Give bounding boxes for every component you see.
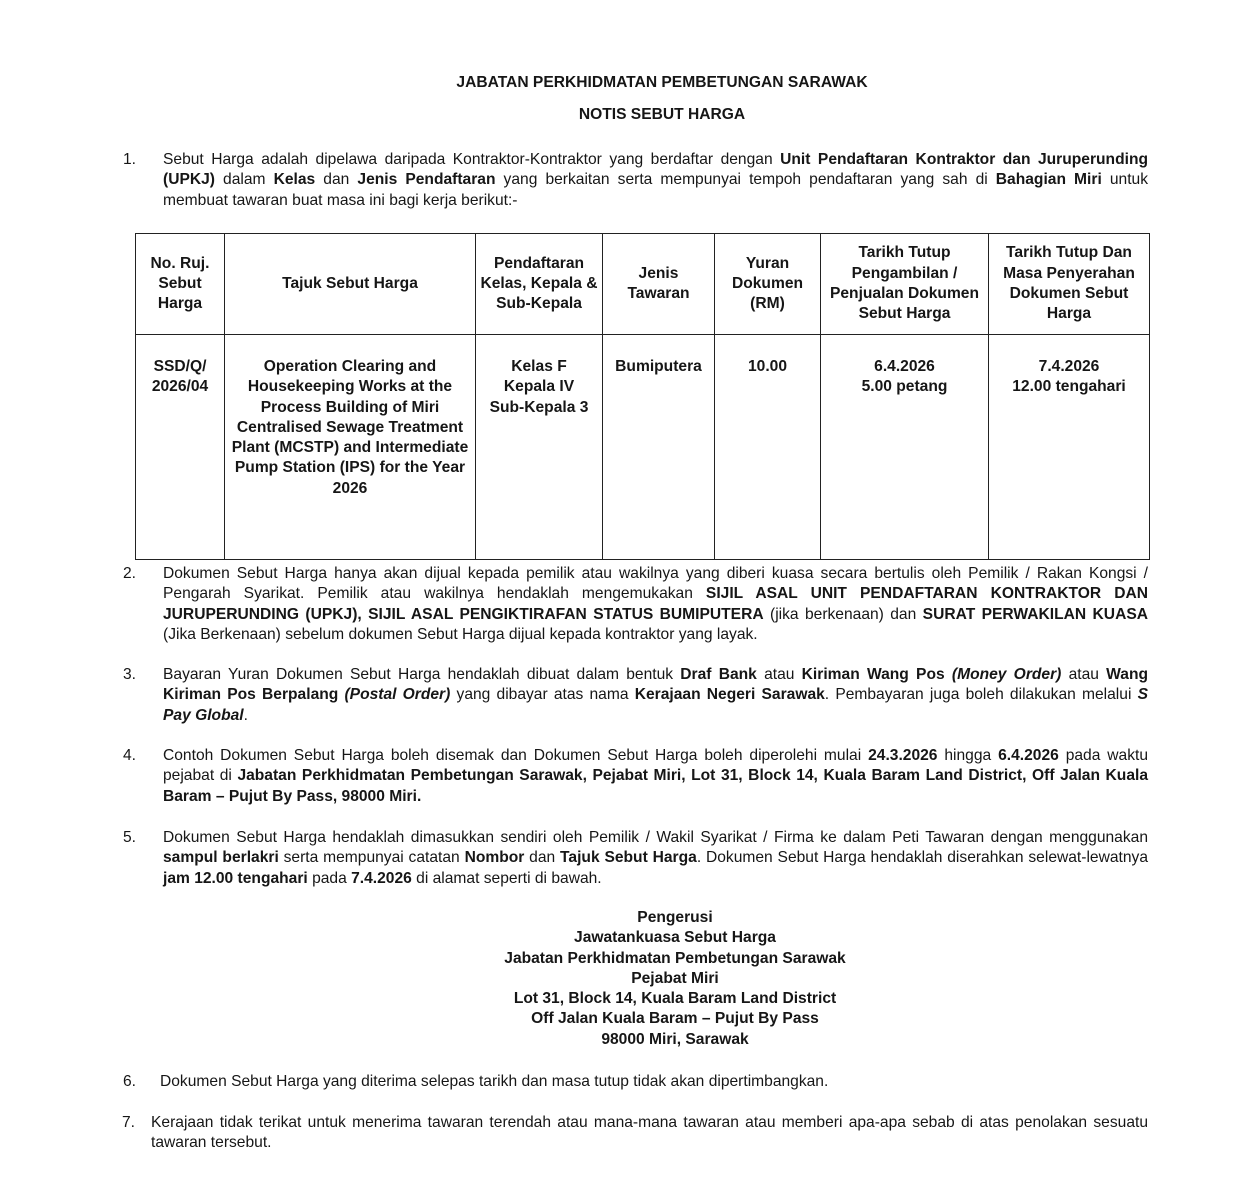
item-text <box>160 1072 1148 1092</box>
submission-close-time: 12.00 tengahari <box>1012 378 1126 396</box>
quotation-table <box>135 233 1150 560</box>
submission-close-date: 7.4.2026 <box>1038 358 1100 375</box>
item-3 <box>123 665 1148 726</box>
text-segment: di alamat seperti di bawah. <box>411 869 602 887</box>
address-line: Pengerusi <box>637 909 713 926</box>
item-number: 4. <box>123 747 137 764</box>
text-segment: pada <box>307 869 352 887</box>
bold-text: 24.3.2026 <box>868 747 938 764</box>
bold-text: Unit Pendaftaran Kontraktor dan Juruperunding (UPKJ) <box>163 151 1148 189</box>
text-segment: pada waktu pejabat di <box>163 747 1149 785</box>
text-segment: . Dokumen Sebut Harga hendaklah diserahkan selewat-lewatnya <box>696 849 1148 867</box>
header-submission-close: Tarikh Tutup Dan Masa Penyerahan Dokumen Sebut Harga <box>989 234 1150 335</box>
header-sale-close: Tarikh Tutup Pengambilan / Penjualan Dokumen Sebut Harga <box>821 234 989 335</box>
notice-title: NOTIS SEBUT HARGA <box>578 106 746 123</box>
header-title: Tajuk Sebut Harga <box>225 234 476 335</box>
table-row <box>136 335 1150 560</box>
cell-submission-close <box>989 335 1150 560</box>
registration-class: Kelas F <box>511 358 567 375</box>
address-block <box>0 908 1241 1050</box>
item-text <box>163 828 1148 889</box>
item-5 <box>123 828 1148 889</box>
bold-text: S Pay Global <box>163 686 1149 724</box>
bold-text: 7.4.2026 <box>351 869 412 887</box>
item-text <box>163 564 1148 645</box>
cell-fee: 10.00 <box>715 335 821 560</box>
table-header-row <box>136 234 1150 335</box>
item-number: 1. <box>123 151 137 168</box>
bold-text: (Postal Order) <box>338 686 451 704</box>
bold-text: jam 12.00 tengahari <box>163 869 308 887</box>
item-text <box>151 1113 1148 1154</box>
cell-title: Operation Clearing and Housekeeping Works at the Process Building of Miri Centralised Sewage Treatment Plant (MCSTP) and Intermediate Pump Station (IPS) for the Year 2026 <box>225 335 476 560</box>
text-segment: atau <box>1061 666 1107 683</box>
registration-head: Kepala IV <box>503 378 575 396</box>
item-4 <box>123 746 1148 807</box>
item-text <box>163 746 1148 807</box>
text-segment: Contoh Dokumen Sebut Harga boleh disemak dan Dokumen Sebut Harga boleh diperolehi mulai <box>163 747 869 764</box>
text-segment: untuk membuat tawaran buat masa ini bagi kerja berikut:- <box>163 171 1149 209</box>
address-line: Pejabat Miri <box>631 969 719 987</box>
header-bid-type: Jenis Tawaran <box>603 234 715 335</box>
bold-text: Kerajaan Negeri Sarawak <box>634 686 825 704</box>
bold-text: SURAT PERWAKILAN KUASA <box>922 605 1148 623</box>
text-segment: Sebut Harga adalah dipelawa daripada Kontraktor-Kontraktor yang berdaftar dengan <box>163 151 781 168</box>
item-text <box>163 665 1148 726</box>
bold-text: sampul berlakri <box>163 849 279 867</box>
bold-text: Jenis Pendaftaran <box>357 171 496 189</box>
bold-text: SIJIL ASAL UNIT PENDAFTARAN KONTRAKTOR DAN JURUPERUNDING (UPKJ), SIJIL ASAL PENGIKTIRAFAN STATUS BUMIPUTERA <box>163 585 1148 623</box>
bold-text: Jabatan Perkhidmatan Pembetungan Sarawak, Pejabat Miri, Lot 31, Block 14, Kuala Baram Land District, Off Jalan Kuala Baram – Pujut By Pass, 98000 Miri. <box>163 767 1148 805</box>
item-2 <box>123 564 1148 645</box>
text-segment: Dokumen Sebut Harga hendaklah dimasukkan sendiri oleh Pemilik / Wakil Syarikat / Firma ke dalam Peti Tawaran dengan menggunakan <box>163 829 1148 846</box>
department-title: JABATAN PERKHIDMATAN PEMBETUNGAN SARAWAK <box>456 74 868 91</box>
item-7 <box>122 1113 1148 1154</box>
text-segment: dalam <box>214 171 274 189</box>
bold-text: (Money Order) <box>944 666 1062 683</box>
header-registration: Pendaftaran Kelas, Kepala & Sub-Kepala <box>476 234 603 335</box>
text-segment: yang berkaitan serta mempunyai tempoh pendaftaran yang sah di <box>495 171 996 189</box>
address-line: Jawatankuasa Sebut Harga <box>574 929 776 947</box>
text-segment: . <box>243 706 248 724</box>
cell-ref: SSD/Q/ 2026/04 <box>136 335 225 560</box>
item-number: 5. <box>123 829 137 846</box>
text-segment: Dokumen Sebut Harga hanya akan dijual kepada pemilik atau wakilnya yang diberi kuasa secara bertulis oleh Pemilik / Rakan Kongsi / Pengarah Syarikat. Pemilik atau wakilnya hendaklah mengemukakan <box>163 565 1148 603</box>
item-number: 6. <box>123 1073 137 1090</box>
text-segment: serta mempunyai catatan <box>278 849 465 867</box>
header-ref: No. Ruj. Sebut Harga <box>136 234 225 335</box>
address-line: 98000 Miri, Sarawak <box>601 1030 749 1048</box>
item-number: 7. <box>122 1114 136 1131</box>
cell-sale-close <box>821 335 989 560</box>
text-segment: atau <box>756 666 802 683</box>
text-segment: Kerajaan tidak terikat untuk menerima tawaran terendah atau mana-mana tawaran atau memberi apa-apa sebab di atas penolakan sesuatu tawaran tersebut. <box>151 1114 1148 1152</box>
text-segment: Bayaran Yuran Dokumen Sebut Harga hendaklah dibuat dalam bentuk <box>163 666 681 683</box>
item-text <box>163 150 1148 211</box>
bold-text: Kiriman Wang Pos <box>801 666 945 683</box>
address-line: Jabatan Perkhidmatan Pembetungan Sarawak <box>504 949 846 967</box>
bold-text: Kelas <box>273 171 316 189</box>
header-fee: Yuran Dokumen (RM) <box>715 234 821 335</box>
item-number: 2. <box>123 565 137 582</box>
bold-text: Bahagian Miri <box>995 171 1102 189</box>
bold-text: Tajuk Sebut Harga <box>560 849 697 867</box>
text-segment: Dokumen Sebut Harga yang diterima selepas tarikh dan masa tutup tidak akan dipertimbangkan. <box>160 1073 829 1090</box>
registration-subhead: Sub-Kepala 3 <box>489 398 589 416</box>
bold-text: 6.4.2026 <box>998 747 1059 764</box>
cell-bid-type: Bumiputera <box>603 335 715 560</box>
text-segment: dan <box>315 171 358 189</box>
text-segment: . Pembayaran juga boleh dilakukan melalui <box>824 686 1138 704</box>
text-segment: dan <box>524 849 561 867</box>
text-segment: hingga <box>937 747 999 764</box>
item-1 <box>123 150 1148 211</box>
bold-text: Wang Kiriman Pos Berpalang <box>163 666 1149 704</box>
sale-close-date: 6.4.2026 <box>874 358 935 375</box>
bold-text: Draf Bank <box>680 666 757 683</box>
item-6 <box>123 1072 1148 1092</box>
text-segment: (Jika Berkenaan) sebelum dokumen Sebut Harga dijual kepada kontraktor yang layak. <box>163 625 758 643</box>
cell-registration <box>476 335 603 560</box>
text-segment: (jika berkenaan) dan <box>763 605 923 623</box>
bold-text: Nombor <box>464 849 525 867</box>
address-line: Off Jalan Kuala Baram – Pujut By Pass <box>531 1010 819 1028</box>
item-number: 3. <box>123 666 137 683</box>
address-line: Lot 31, Block 14, Kuala Baram Land District <box>513 990 837 1008</box>
sale-close-time: 5.00 petang <box>861 378 948 396</box>
text-segment: yang dibayar atas nama <box>450 686 635 704</box>
